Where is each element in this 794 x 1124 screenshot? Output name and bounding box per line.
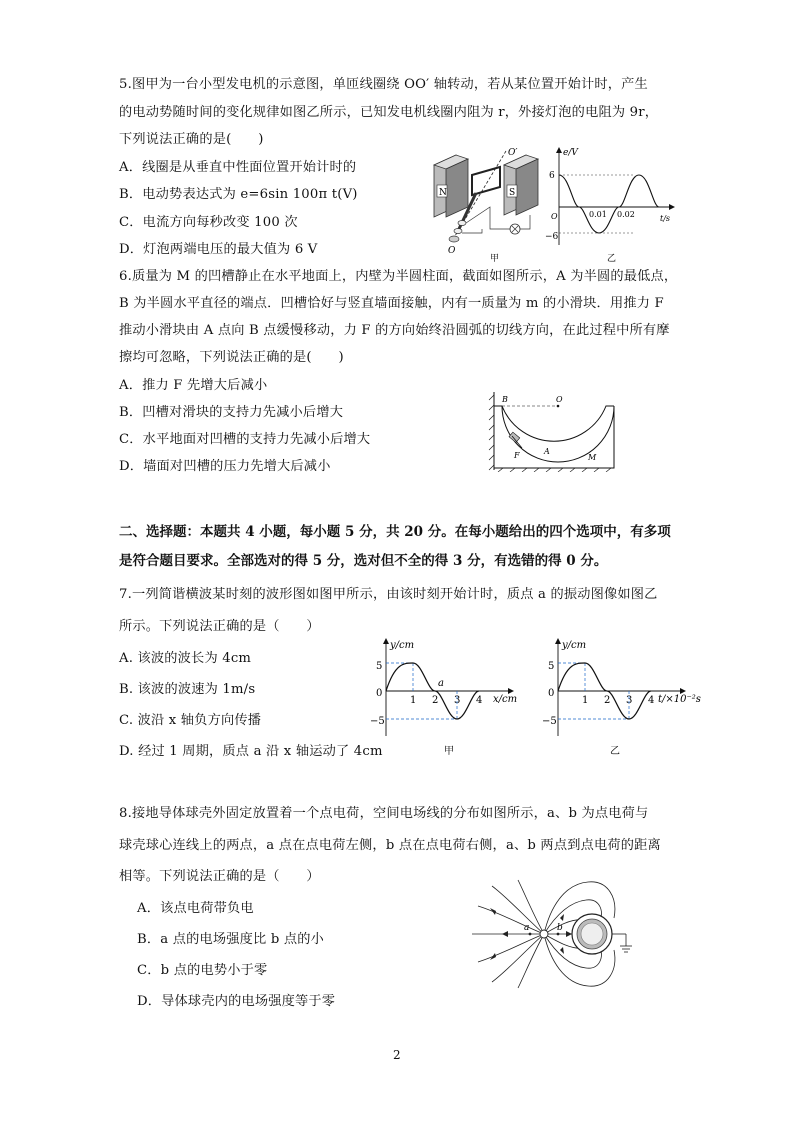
wave-jia-xlabel: x/cm <box>493 694 518 705</box>
vib-yi-tick-1: 1 <box>582 695 589 706</box>
q7-option-d: D. 经过 1 周期，质点 a 沿 x 轴运动了 4cm <box>119 744 383 759</box>
q5-stem-line-1: 5.图甲为一台小型发电机的示意图，单匝线圈绕 OO′ 轴转动，若从某位置开始计时，产生 <box>119 77 648 92</box>
groove-point-a: A <box>544 447 550 456</box>
vib-yi-tick-0: 0 <box>548 688 555 699</box>
q6-stem-line-4: 擦均可忽略，下列说法正确的是( ) <box>119 350 344 365</box>
emf-graph-origin: O <box>551 212 558 221</box>
emf-graph-tick-6: 6 <box>549 171 555 181</box>
q7-option-a: A. 该波的波长为 4cm <box>119 651 252 666</box>
q8-option-d: D．导体球壳内的电场强度等于零 <box>137 994 336 1009</box>
field-point-b: b <box>557 923 563 933</box>
wave-jia-tick-neg5: −5 <box>370 716 385 727</box>
wave-jia-tick-1: 1 <box>410 695 417 706</box>
q8-option-b: B．a 点的电场强度比 b 点的小 <box>137 932 325 947</box>
wave-jia-tick-4: 4 <box>476 695 483 706</box>
q6-stem-line-3: 推动小滑块由 A 点向 B 点缓慢移动，力 F 的方向始终沿圆弧的切线方向，在此过程中所有摩 <box>119 323 670 338</box>
vib-yi-tick-neg5: −5 <box>542 716 557 727</box>
vib-yi-ylabel: y/cm <box>562 640 587 651</box>
electric-field-figure <box>468 878 638 990</box>
section-2-header-line-1: 二、选择题：本题共 4 小题，每小题 5 分，共 20 分。在每小题给出的四个选项中，有多项 <box>119 524 671 540</box>
groove-point-o: O <box>556 395 563 404</box>
q6-stem-line-1: 6.质量为 M 的凹槽静止在水平地面上，内壁为半圆柱面，截面如图所示，A 为半圆的最低点， <box>119 269 678 284</box>
figure-yi-caption: 乙 <box>607 254 617 264</box>
q5-stem-line-3: 下列说法正确的是( ) <box>119 132 264 147</box>
vib-yi-xlabel: t/×10⁻²s <box>658 694 701 705</box>
q6-option-a: A．推力 F 先增大后减小 <box>119 378 268 393</box>
wave-jia-tick-3: 3 <box>454 695 461 706</box>
q6-stem-line-2: B 为半圆水平直径的端点．凹槽恰好与竖直墙面接触，内有一质量为 m 的小滑块．用推力 F <box>119 296 664 311</box>
vib-yi-tick-4: 4 <box>648 695 655 706</box>
vib-yi-tick-5: 5 <box>548 661 555 672</box>
q8-stem-line-1: 8.接地导体球壳外固定放置着一个点电荷，空间电场线的分布如图所示，a、b 为点电荷与 <box>119 806 649 821</box>
page-number: 2 <box>393 1048 401 1062</box>
q5-option-c: C．电流方向每秒改变 100 次 <box>119 215 298 230</box>
wave-jia-caption: 甲 <box>444 746 454 757</box>
groove-mass-m: M <box>588 453 597 462</box>
q5-option-a: A．线圈是从垂直中性面位置开始计时的 <box>119 160 357 175</box>
groove-point-b: B <box>502 395 508 404</box>
generator-figure <box>430 145 545 265</box>
wave-jia-tick-0: 0 <box>376 688 383 699</box>
q8-option-c: C．b 点的电势小于零 <box>137 963 268 978</box>
vibration-graph-yi <box>540 636 715 758</box>
vib-yi-tick-2: 2 <box>604 695 611 706</box>
emf-graph-xlabel: t/s <box>660 214 671 223</box>
wave-jia-tick-2: 2 <box>432 695 439 706</box>
section-2-header-line-2: 是符合题目要求。全部选对的得 5 分，选对但不全的得 3 分，有选错的得 0 分。 <box>119 553 608 569</box>
q5-stem-line-2: 的电动势随时间的变化规律如图乙所示，已知发电机线圈内阻为 r，外接灯泡的电阻为 9r， <box>119 105 659 120</box>
groove-figure <box>488 390 618 472</box>
q7-option-c: C. 波沿 x 轴负方向传播 <box>119 713 262 728</box>
field-point-a: a <box>524 923 530 933</box>
wave-graph-jia <box>368 636 528 758</box>
q5-option-b: B．电动势表达式为 e=6sin 100π t(V) <box>119 187 358 202</box>
magnet-n-label: N <box>439 188 447 198</box>
axis-o-label: O <box>448 246 456 256</box>
wave-jia-point-a: a <box>438 678 444 689</box>
q6-option-b: B．凹槽对滑块的支持力先减小后增大 <box>119 405 344 420</box>
q6-option-c: C．水平地面对凹槽的支持力先减小后增大 <box>119 432 371 447</box>
wave-jia-tick-5: 5 <box>376 661 383 672</box>
q8-stem-line-2: 球壳球心连线上的两点，a 点在点电荷左侧，b 点在点电荷右侧，a、b 两点到点电荷的距离 <box>119 838 661 853</box>
vib-yi-caption: 乙 <box>610 746 620 757</box>
q6-option-d: D．墙面对凹槽的压力先增大后减小 <box>119 459 331 474</box>
figure-jia-caption: 甲 <box>490 254 500 264</box>
q8-option-a: A．该点电荷带负电 <box>137 901 254 916</box>
emf-graph-ylabel: e/V <box>563 148 578 158</box>
magnet-s-label: S <box>509 188 516 198</box>
emf-graph-tick-neg6: −6 <box>545 232 559 242</box>
q7-option-b: B. 该波的波速为 1m/s <box>119 682 256 697</box>
q7-stem-line-2: 所示。下列说法正确的是（ ） <box>119 619 320 634</box>
emf-graph-tick-0.01: 0.01 <box>589 210 607 219</box>
emf-time-graph <box>545 145 675 265</box>
vib-yi-tick-3: 3 <box>626 695 633 706</box>
q7-stem-line-1: 7.一列简谐横波某时刻的波形图如图甲所示，由该时刻开始计时，质点 a 的振动图像如图乙 <box>119 587 658 602</box>
wave-jia-ylabel: y/cm <box>390 640 415 651</box>
q5-option-d: D．灯泡两端电压的最大值为 6 V <box>119 242 318 257</box>
axis-o-prime-label: O′ <box>508 148 518 158</box>
emf-graph-tick-0.02: 0.02 <box>617 210 635 219</box>
q8-stem-line-3: 相等。下列说法正确的是（ ） <box>119 869 320 884</box>
force-f-label: F <box>514 451 520 460</box>
